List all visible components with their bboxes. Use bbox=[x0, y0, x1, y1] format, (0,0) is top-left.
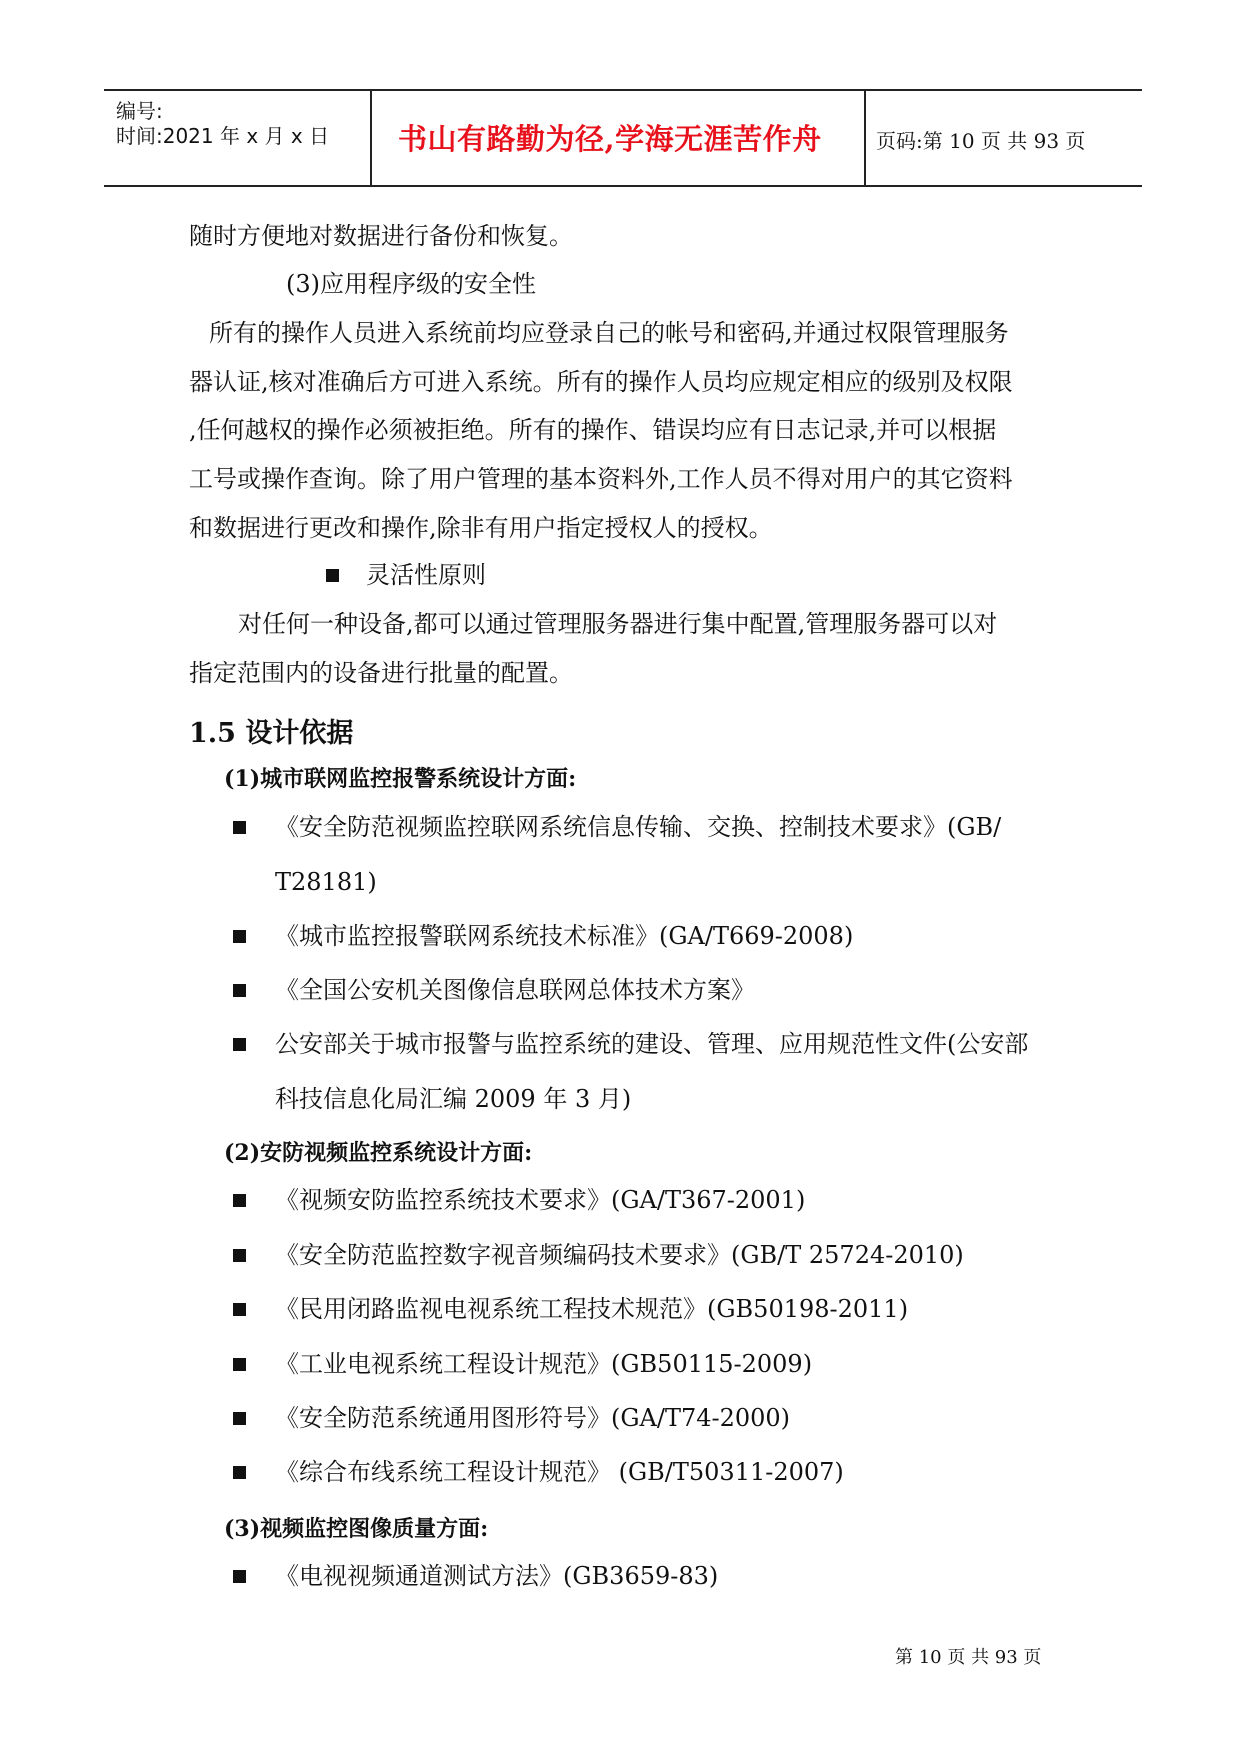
list-item: 《视频安防监控系统技术要求》(GA/T367-2001) bbox=[275, 1186, 806, 1214]
bullet-square-icon bbox=[233, 930, 246, 943]
paragraph-line: 和数据进行更改和操作,除非有用户指定授权人的授权。 bbox=[189, 514, 773, 542]
page-footer: 第 10 页 共 93 页 bbox=[895, 1647, 1042, 1668]
bullet-square-icon bbox=[233, 984, 246, 997]
subsection-title-3: (3)视频监控图像质量方面: bbox=[224, 1516, 489, 1542]
list-item: 《民用闭路监视电视系统工程技术规范》(GB50198-2011) bbox=[275, 1295, 909, 1323]
bullet-square-icon bbox=[233, 1466, 246, 1479]
list-item: 《电视视频通道测试方法》(GB3659-83) bbox=[275, 1562, 719, 1590]
subsection-title-2: (2)安防视频监控系统设计方面: bbox=[224, 1140, 533, 1166]
list-item: 《全国公安机关图像信息联网总体技术方案》 bbox=[275, 976, 755, 1004]
header-motto: 书山有路勤为径,学海无涯苦作舟 bbox=[398, 122, 822, 156]
bullet-square-icon bbox=[233, 821, 246, 834]
list-item: 《安全防范系统通用图形符号》(GA/T74-2000) bbox=[275, 1404, 791, 1432]
header-middle-cell bbox=[372, 91, 866, 185]
section-title: 1.5 设计依据 bbox=[189, 718, 354, 749]
paragraph-line: ,任何越权的操作必须被拒绝。所有的操作、错误均应有日志记录,并可以根据 bbox=[189, 416, 997, 444]
list-item: 《安全防范视频监控联网系统信息传输、交换、控制技术要求》(GB/ bbox=[275, 813, 1002, 841]
list-item-continuation: 科技信息化局汇编 2009 年 3 月) bbox=[275, 1085, 632, 1113]
list-item: 公安部关于城市报警与监控系统的建设、管理、应用规范性文件(公安部 bbox=[275, 1030, 1029, 1058]
paragraph-backup: 随时方便地对数据进行备份和恢复。 bbox=[189, 222, 573, 250]
paragraph-app-security-title: (3)应用程序级的安全性 bbox=[286, 270, 536, 298]
header-left-cell bbox=[104, 91, 372, 185]
bullet-square-icon bbox=[326, 569, 339, 582]
paragraph-line: 器认证,核对准确后方可进入系统。所有的操作人员均应规定相应的级别及权限 bbox=[189, 368, 1013, 396]
list-item: 《综合布线系统工程设计规范》 (GB/T50311-2007) bbox=[275, 1458, 844, 1486]
paragraph-line: 所有的操作人员进入系统前均应登录自己的帐号和密码,并通过权限管理服务 bbox=[209, 319, 1009, 347]
list-item-continuation: T28181) bbox=[275, 868, 377, 896]
flexibility-principle-title: 灵活性原则 bbox=[366, 561, 486, 589]
paragraph-line: 对任何一种设备,都可以通过管理服务器进行集中配置,管理服务器可以对 bbox=[238, 610, 998, 638]
bullet-square-icon bbox=[233, 1249, 246, 1262]
header-time-label: 时间:2021 年 x 月 x 日 bbox=[116, 124, 330, 148]
paragraph-line: 工号或操作查询。除了用户管理的基本资料外,工作人员不得对用户的其它资料 bbox=[189, 465, 1013, 493]
page-header bbox=[104, 89, 1142, 187]
bullet-square-icon bbox=[233, 1038, 246, 1051]
list-item: 《安全防范监控数字视音频编码技术要求》(GB/T 25724-2010) bbox=[275, 1241, 964, 1269]
subsection-title-1: (1)城市联网监控报警系统设计方面: bbox=[224, 766, 577, 792]
bullet-square-icon bbox=[233, 1194, 246, 1207]
header-right-cell bbox=[866, 91, 1142, 185]
bullet-square-icon bbox=[233, 1303, 246, 1316]
header-number-label: 编号: bbox=[116, 99, 163, 123]
list-item: 《城市监控报警联网系统技术标准》(GA/T669-2008) bbox=[275, 922, 854, 950]
paragraph-line: 指定范围内的设备进行批量的配置。 bbox=[189, 659, 573, 687]
bullet-square-icon bbox=[233, 1570, 246, 1583]
list-item: 《工业电视系统工程设计规范》(GB50115-2009) bbox=[275, 1350, 813, 1378]
bullet-square-icon bbox=[233, 1412, 246, 1425]
header-page-info: 页码:第 10 页 共 93 页 bbox=[876, 129, 1086, 153]
bullet-square-icon bbox=[233, 1358, 246, 1371]
